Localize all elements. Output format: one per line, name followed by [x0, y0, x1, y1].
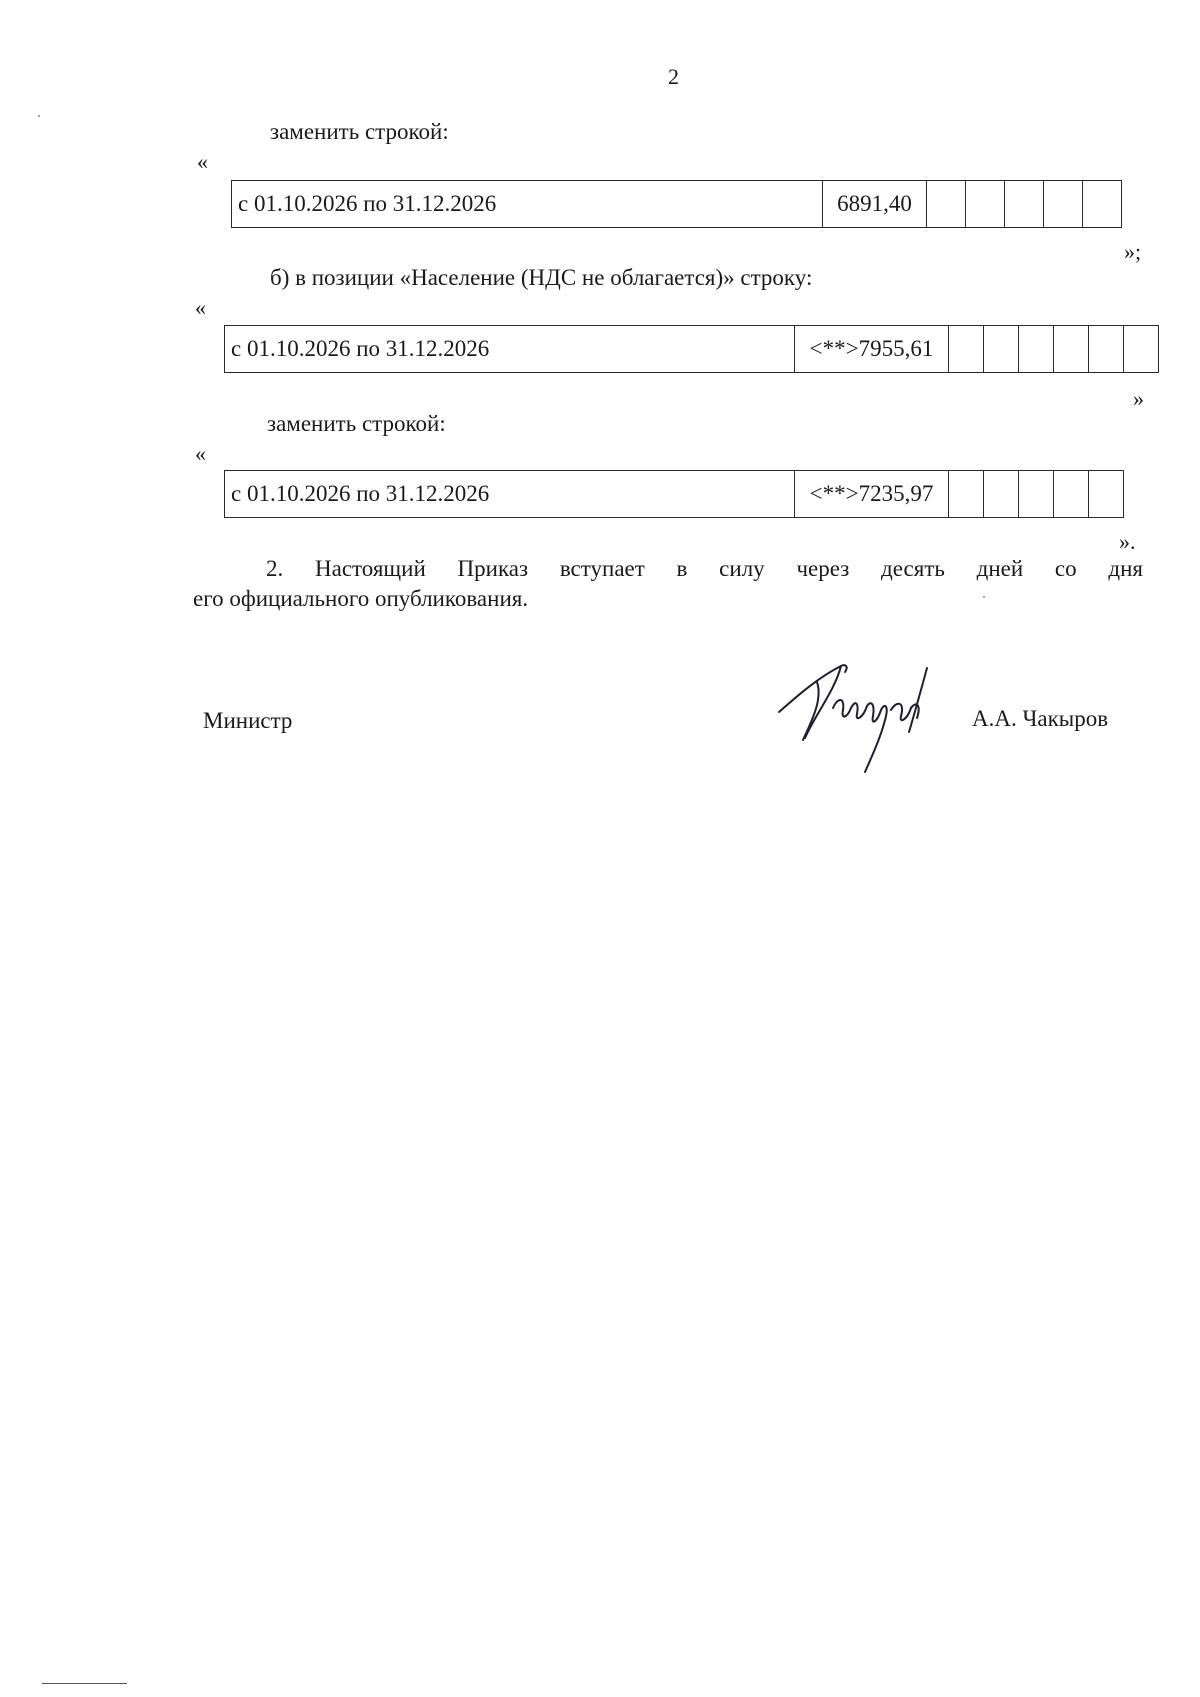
- empty-cell: [927, 181, 966, 228]
- period-cell: с 01.10.2026 по 31.12.2026: [225, 471, 795, 518]
- empty-cell: [1089, 326, 1124, 373]
- empty-cell: [1019, 326, 1054, 373]
- handwritten-signature: [775, 660, 950, 775]
- empty-cell: [966, 181, 1005, 228]
- paragraph-2: [193, 554, 1143, 614]
- empty-cell: [984, 326, 1019, 373]
- empty-cell: [1005, 181, 1044, 228]
- open-quote-3: «: [195, 441, 206, 466]
- empty-cell: [984, 471, 1019, 518]
- open-quote-2: «: [195, 295, 206, 320]
- value-cell: <**>7955,61: [795, 326, 949, 373]
- empty-cell: [949, 326, 984, 373]
- position-b-text: б) в позиции «Население (НДС не облагается)» строку:: [270, 265, 813, 290]
- period-cell: с 01.10.2026 по 31.12.2026: [232, 181, 823, 228]
- tariff-row-table-1: [231, 180, 1122, 228]
- period-cell: с 01.10.2026 по 31.12.2026: [225, 326, 795, 373]
- value-cell: <**>7235,97: [795, 471, 949, 518]
- empty-cell: [949, 471, 984, 518]
- scan-speck: [983, 596, 985, 598]
- signatory-title: Министр: [203, 708, 293, 733]
- value-cell: 6891,40: [823, 181, 927, 228]
- close-quote-2: »: [1133, 386, 1144, 411]
- empty-cell: [1124, 326, 1159, 373]
- scan-speck: [38, 115, 40, 117]
- open-quote-1: «: [197, 149, 208, 174]
- empty-cell: [1054, 326, 1089, 373]
- paragraph-2-line-2: его официального опубликования.: [193, 586, 529, 611]
- signatory-name: А.А. Чакыров: [972, 706, 1109, 731]
- empty-cell: [1044, 181, 1083, 228]
- empty-cell: [1019, 471, 1054, 518]
- close-quote-1: »;: [1124, 239, 1142, 264]
- empty-cell: [1089, 471, 1124, 518]
- empty-cell: [1054, 471, 1089, 518]
- replace-with-label-2: заменить строкой:: [267, 411, 446, 436]
- scan-edge-line: [42, 1683, 127, 1684]
- replace-with-label-1: заменить строкой:: [270, 119, 449, 144]
- empty-cell: [1083, 181, 1122, 228]
- tariff-row-table-3: [224, 470, 1124, 518]
- paragraph-2-line-1: 2. Настоящий Приказ вступает в силу через десять дней со дня: [266, 556, 1143, 581]
- close-quote-3: ».: [1119, 529, 1136, 554]
- tariff-row-table-2: [224, 325, 1159, 373]
- page-number: 2: [668, 64, 679, 89]
